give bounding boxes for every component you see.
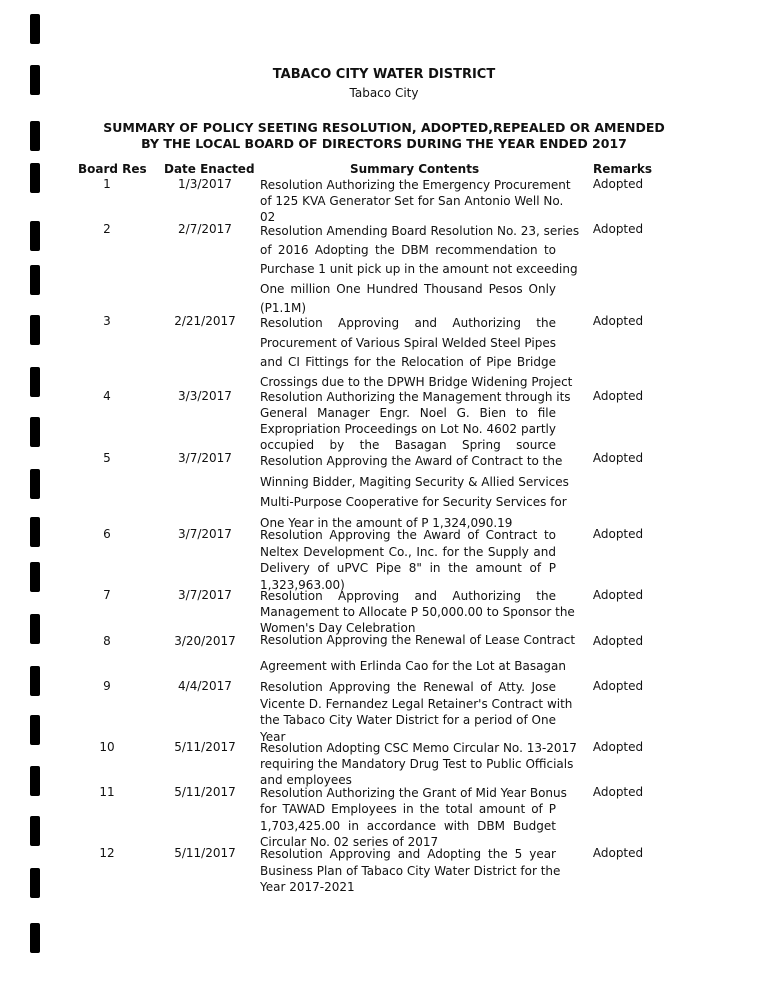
summary-line: Neltex Development Co., Inc. for the Supply and (260, 544, 556, 559)
summary-line: requiring the Mandatory Drug Test to Public Officials (260, 757, 574, 771)
summary-line: Year (260, 729, 286, 744)
summary-contents (260, 588, 575, 636)
binder-hole-mark (30, 517, 40, 547)
binder-hole-mark (30, 417, 40, 447)
summary-line: Resolution Approving the Award of Contract to (260, 528, 556, 542)
binder-hole-mark (30, 816, 40, 846)
summary-line: Resolution Adopting CSC Memo Circular No. 13-2017 (260, 741, 577, 755)
summary-line: Resolution Approving the Renewal of Lease Contract (260, 633, 576, 647)
summary-line: Women's Day Celebration (260, 621, 416, 635)
binder-hole-mark (30, 614, 40, 644)
summary-contents (260, 740, 577, 788)
remark: Adopted (592, 679, 644, 693)
summary-line: the Tabaco City Water District for a period of One (260, 713, 556, 727)
summary-line: Crossings due to the DPWH Bridge Widening Project (260, 375, 573, 390)
summary-line: Management to Allocate P 50,000.00 to Sponsor the (260, 605, 575, 619)
binder-hole-mark (30, 868, 40, 898)
summary-contents (260, 389, 571, 453)
remark: Adopted (592, 785, 644, 799)
summary-line: of 2016 Adopting the DBM recommendation to (260, 243, 556, 258)
binder-hole-mark (30, 766, 40, 796)
summary-line: occupied by the Basagan Spring source (260, 438, 556, 452)
summary-line: Procurement of Various Spiral Welded Steel Pipes (260, 335, 556, 350)
binder-hole-mark (30, 715, 40, 745)
remark: Adopted (592, 314, 644, 328)
summary-line: Resolution Amending Board Resolution No. 23, series (260, 224, 580, 238)
summary-line: and CI Fittings for the Relocation of Pipe Bridge (260, 355, 556, 370)
summary-line: Resolution Authorizing the Emergency Procurement (260, 178, 571, 192)
summary-contents (260, 177, 571, 225)
summary-line: for TAWAD Employees in the total amount of P (260, 802, 556, 817)
board-res-number: 8 (103, 634, 111, 648)
remark: Adopted (592, 222, 644, 236)
summary-contents (260, 451, 569, 533)
summary-line: Year 2017-2021 (260, 880, 355, 894)
remark: Adopted (592, 740, 644, 754)
remark: Adopted (592, 634, 644, 648)
summary-line: Resolution Approving the Award of Contract to the (260, 454, 563, 468)
summary-line: 1,703,425.00 in accordance with DBM Budget (260, 818, 556, 833)
date-enacted: 2/7/2017 (178, 222, 232, 236)
date-enacted: 2/21/2017 (174, 314, 236, 328)
summary-line: 1,323,963.00) (260, 577, 345, 592)
summary-line: Resolution Approving and Authorizing the (260, 589, 556, 603)
summary-line: Resolution Authorizing the Management through its (260, 390, 571, 404)
remark: Adopted (592, 451, 644, 465)
remark: Adopted (592, 588, 644, 602)
summary-contents (260, 222, 580, 318)
summary-line: Expropriation Proceedings on Lot No. 4602 partly (260, 422, 556, 436)
summary-line: Purchase 1 unit pick up in the amount not exceeding (260, 262, 578, 277)
date-enacted: 5/11/2017 (174, 740, 236, 754)
binder-hole-mark (30, 469, 40, 499)
summary-line: and employees (260, 773, 352, 787)
binder-hole-mark (30, 265, 40, 295)
column-header-date-enacted: Date Enacted (164, 162, 255, 176)
column-header-summary-contents: Summary Contents (350, 162, 480, 176)
board-res-number: 11 (99, 785, 115, 799)
remark: Adopted (592, 527, 644, 541)
summary-contents (260, 633, 576, 673)
remark: Adopted (592, 846, 644, 860)
summary-line: One Year in the amount of P 1,324,090.19 (260, 515, 513, 530)
summary-contents (260, 527, 556, 593)
summary-line: 02 (260, 210, 276, 224)
remark: Adopted (592, 177, 644, 191)
date-enacted: 5/11/2017 (174, 785, 236, 799)
summary-line: Resolution Approving and Adopting the 5 year (260, 847, 556, 861)
board-res-number: 6 (103, 527, 111, 541)
document-title-line-2: BY THE LOCAL BOARD OF DIRECTORS DURING THE YEAR ENDED 2017 (141, 136, 627, 151)
organization-name: TABACO CITY WATER DISTRICT (272, 67, 496, 82)
summary-line: Resolution Approving the Renewal of Atty. Jose (260, 680, 556, 694)
board-res-number: 4 (103, 389, 111, 403)
organization-city: Tabaco City (349, 86, 419, 100)
summary-line: Multi-Purpose Cooperative for Security Services for (260, 495, 567, 509)
board-res-number: 7 (103, 588, 111, 602)
board-res-number: 9 (103, 679, 111, 693)
summary-line: Delivery of uPVC Pipe 8" in the amount of P (260, 561, 556, 575)
summary-contents (260, 846, 561, 896)
date-enacted: 3/7/2017 (178, 527, 232, 541)
summary-line: (P1.1M) (260, 300, 307, 315)
binder-hole-mark (30, 666, 40, 696)
summary-line: One million One Hundred Thousand Pesos Only (260, 281, 556, 296)
summary-contents (260, 785, 567, 850)
date-enacted: 1/3/2017 (178, 177, 232, 191)
summary-line: Resolution Approving and Authorizing the (260, 316, 556, 330)
date-enacted: 3/7/2017 (178, 588, 232, 602)
summary-contents (260, 679, 573, 745)
summary-line: Winning Bidder, Magiting Security & Allied Services (260, 474, 569, 489)
date-enacted: 4/4/2017 (178, 679, 232, 693)
remark: Adopted (592, 389, 644, 403)
binder-hole-mark (30, 367, 40, 397)
binder-hole-mark (30, 14, 40, 44)
summary-line: Circular No. 02 series of 2017 (260, 834, 439, 849)
binder-hole-mark (30, 163, 40, 193)
summary-line: Business Plan of Tabaco City Water District for the (260, 863, 561, 878)
summary-line: of 125 KVA Generator Set for San Antonio Well No. (260, 194, 564, 208)
summary-line: Resolution Authorizing the Grant of Mid Year Bonus (260, 786, 567, 800)
binder-hole-mark (30, 923, 40, 953)
board-res-number: 12 (99, 846, 115, 860)
binder-hole-mark (30, 315, 40, 345)
summary-line: Vicente D. Fernandez Legal Retainer's Contract with (260, 696, 573, 711)
summary-line: Agreement with Erlinda Cao for the Lot at Basagan (260, 659, 566, 673)
summary-contents (260, 314, 573, 393)
date-enacted: 3/20/2017 (174, 634, 236, 648)
binder-hole-mark (30, 221, 40, 251)
column-header-remarks: Remarks (593, 162, 653, 176)
column-header-board-res: Board Res (78, 162, 147, 176)
document-title-line-1: SUMMARY OF POLICY SEETING RESOLUTION, ADOPTED,REPEALED OR AMENDED (103, 120, 665, 135)
binder-hole-mark (30, 562, 40, 592)
board-res-number: 2 (103, 222, 111, 236)
summary-line: General Manager Engr. Noel G. Bien to file (260, 406, 556, 420)
board-res-number: 10 (99, 740, 115, 754)
date-enacted: 5/11/2017 (174, 846, 236, 860)
date-enacted: 3/3/2017 (178, 389, 232, 403)
board-res-number: 3 (103, 314, 111, 328)
board-res-number: 5 (103, 451, 111, 465)
date-enacted: 3/7/2017 (178, 451, 232, 465)
board-res-number: 1 (103, 177, 111, 191)
